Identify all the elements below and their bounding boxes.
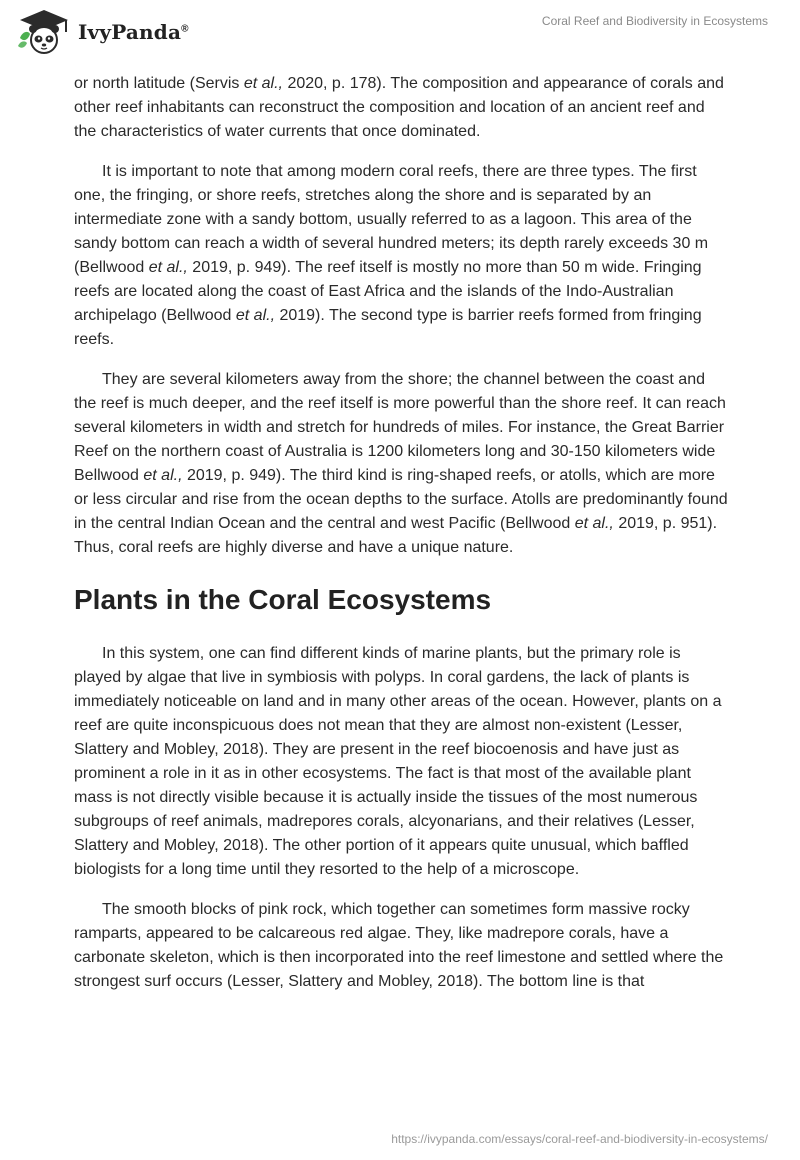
- source-url[interactable]: https://ivypanda.com/essays/coral-reef-and-biodiversity-in-ecosystems/: [391, 1132, 768, 1146]
- text-run: 2019, p. 949). The third kind is ring-shaped reefs, or atolls, which are more or less circular and rise from the ocean depths to the surface. Atolls are predominantly found in the central Indian Ocean and the central and west Pacific (Bellwood: [74, 467, 728, 532]
- text-run: They are several kilometers away from the shore; the channel between the coast and the reef is much deeper, and the reef itself is more powerful than the shore reef. It can reach several kilometers in width and stretch for hundreds of miles. For instance, the Great Barrier Reef on the northern coast of Australia is 1200 kilometers long and 30-150 kilometers wide Bellwood: [74, 371, 726, 484]
- text-run: 2019). The second type is barrier reefs formed from fringing reefs.: [74, 307, 702, 348]
- text-run: In this system, one can find different kinds of marine plants, but the primary role is played by algae that live in symbiosis with polyps. In coral gardens, the lack of plants is immediately noticeable on land and in many other areas of the ocean. However, plants on a reef are quite inconspicuous does not mean that they are almost non-existent (Lesser, Slattery and Mobley, 2018). They are present in the reef biocoenosis and have just as prominent a role in it as in other ecosystems. The fact is that most of the available plant mass is not directly visible because it is actually inside the tissues of the most numerous subgroups of reef animals, madrepores corals, alcyonarians, and their relatives (Lesser, Slattery and Mobley, 2018). The other portion of it appears quite unusual, which baffled biologists for a long time until they resorted to the help of a microscope.: [74, 645, 722, 878]
- section-heading: Plants in the Coral Ecosystems: [74, 584, 492, 615]
- article-body: [74, 72, 728, 1010]
- text-run: It is important to note that among modern coral reefs, there are three types. The first one, the fringing, or shore reefs, stretches along the shore and is separated by an intermediate zone with a sandy bottom, usually referred to as a lagoon. This area of the sandy bottom can reach a width of several hundred meters; its depth rarely exceeds 30 m (Bellwood: [74, 163, 709, 276]
- ivypanda-logo[interactable]: [16, 8, 189, 56]
- text-run: 2019, p. 949). The reef itself is mostly no more than 50 m wide. Fringing reefs are located along the coast of East Africa and the islands of the Indo-Australian archipelago (Bellwood: [74, 259, 702, 324]
- text-run: 2019, p. 951). Thus, coral reefs are highly diverse and have a unique nature.: [74, 515, 718, 556]
- paragraph: [74, 642, 728, 882]
- text-run: 2020, p. 178). The composition and appearance of corals and other reef inhabitants can reconstruct the composition and location of an ancient reef and the characteristics of water currents that once dominated.: [74, 75, 724, 140]
- document-title: Coral Reef and Biodiversity in Ecosystems: [541, 14, 768, 28]
- paragraph: [74, 160, 728, 352]
- paragraph: [74, 368, 728, 560]
- italic-citation: et al.,: [148, 259, 188, 276]
- italic-citation: et al.,: [574, 515, 614, 532]
- brand-name: IvyPanda®: [78, 20, 189, 44]
- italic-citation: et al.,: [143, 467, 183, 484]
- panda-graduate-icon: [16, 8, 72, 56]
- page-header: [0, 0, 800, 70]
- italic-citation: et al.,: [243, 75, 283, 92]
- section-paragraphs: [74, 642, 728, 994]
- paragraph: [74, 72, 728, 144]
- paragraph: [74, 898, 728, 994]
- text-run: or north latitude (Servis: [74, 75, 244, 92]
- text-run: The smooth blocks of pink rock, which together can sometimes form massive rocky ramparts, appeared to be calcareous red algae. They, like madrepore corals, have a carbonate skeleton, which is then incorporated into the reef limestone and settled where the strongest surf occurs (Lesser, Slattery and Mobley, 2018). The bottom line is that: [74, 901, 724, 990]
- italic-citation: et al.,: [235, 307, 276, 324]
- intro-paragraphs: [74, 72, 728, 560]
